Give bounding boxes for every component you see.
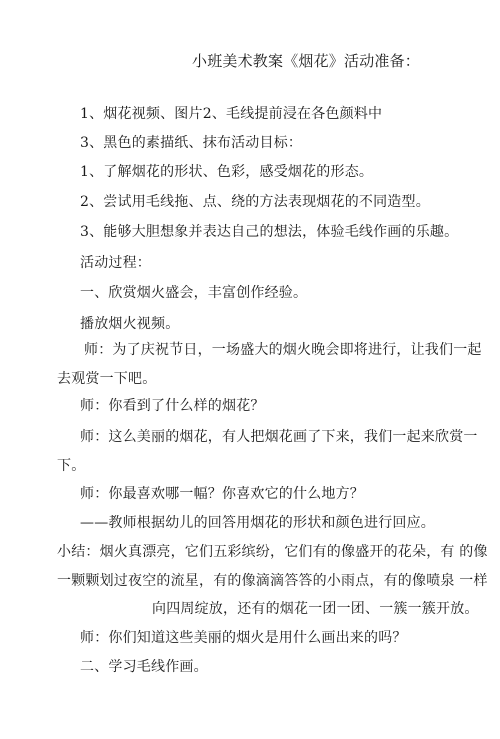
text-line: 去观赏一下吧。 (57, 371, 157, 387)
text-line: 师：你们知道这些美丽的烟火是用什么画出来的吗？ (80, 630, 407, 646)
text-line: 师：这么美丽的烟花，有人把烟花画了下来，我们一起来欣赏一 (80, 429, 478, 445)
text-line: 师：你看到了什么样的烟花？ (80, 398, 265, 414)
text-line: 1、了解烟花的形状、色彩，感受烟花的形态。 (80, 164, 374, 180)
text-line: 师：为了庆祝节日，一场盛大的烟火晚会即将进行，让我们一起 (84, 342, 482, 358)
text-line: 向四周绽放，还有的烟花一团一团、一簇一簇开放。 (152, 601, 479, 617)
text-line: 下。 (57, 458, 86, 474)
text-line: 师：你最喜欢哪一幅？你喜欢它的什么地方？ (80, 486, 364, 502)
text-line: 二、学习毛线作画。 (80, 659, 208, 675)
text-line: 一颗颗划过夜空的流星，有的像滴滴答答的小雨点，有的像喷泉 一样 (57, 573, 488, 589)
text-line: 小结：烟火真漂亮，它们五彩缤纷，它们有的像盛开的花朵，有 的像 (57, 544, 488, 560)
text-line: 播放烟火视频。 (80, 316, 180, 332)
text-line: 3、能够大胆想象并表达自己的想法，体验毛线作画的乐趣。 (80, 224, 459, 240)
text-line: 活动过程： (80, 255, 151, 271)
text-line: 2、尝试用毛线拖、点、绕的方法表现烟花的不同造型。 (80, 194, 430, 210)
text-line: 3、黑色的素描纸、抹布活动目标： (80, 135, 303, 151)
text-line: ——教师根据幼儿的回答用烟花的形状和颜色进行回应。 (80, 515, 435, 531)
document-title: 小班美术教案《烟花》活动准备： (192, 52, 421, 70)
text-line: 一、欣赏烟火盛会，丰富创作经验。 (80, 285, 308, 301)
text-line: 1、烟花视频、图片2、毛线提前浸在各色颜料中 (80, 106, 383, 122)
